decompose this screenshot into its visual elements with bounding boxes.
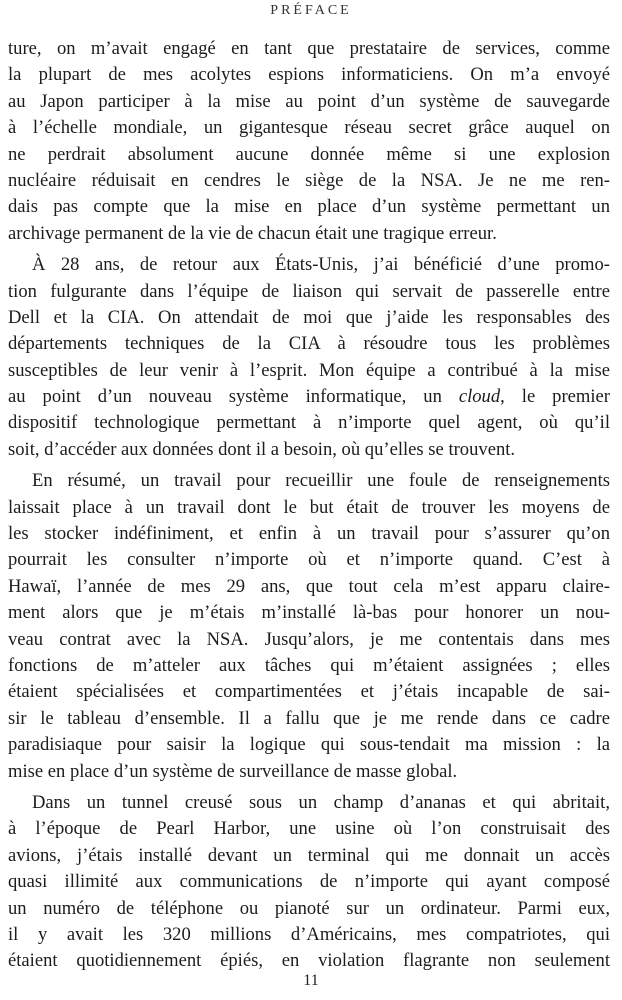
text-line: au Japon participer à la mise au point d’un système de sauvegarde [8,90,610,112]
text-line: fonctions de m’atteler aux tâches qui m’étaient assignées ; elles [8,654,610,676]
text-line: étaient quotidiennement épiés, en violation flagrante non seulement [8,950,610,972]
body-text [8,36,610,980]
text-line: au point d’un nouveau système informatique, un cloud, le premier [8,386,610,408]
text-line: ne perdrait absolument aucune donnée même si une explosion [8,143,610,165]
text-line: dais pas compte que la mise en place d’un système permettant un [8,196,610,218]
text-line: étaient spécialisées et compartimentées et j’étais incapable de sai- [8,681,610,703]
text-line: archivage permanent de la vie de chacun était une tragique erreur. [8,222,497,244]
text-line: Dans un tunnel creusé sous un champ d’ananas et qui abritait, [32,791,610,813]
text-line: avions, j’étais installé devant un terminal qui me donnait un accès [8,844,610,866]
text-line: susceptibles de leur venir à l’esprit. Mon équipe a contribué à la mise [8,359,610,381]
text-line: les stocker indéfiniment, et enfin à un travail pour s’assurer qu’on [8,523,610,545]
text-line: En résumé, un travail pour recueillir une foule de renseignements [32,470,610,492]
text-line: pourrait les consulter n’importe où et n’importe quand. C’est à [8,549,610,571]
text-line: mise en place d’un système de surveillance de masse global. [8,760,458,782]
text-line: veau contrat avec la NSA. Jusqu’alors, je me contentais dans mes [8,628,610,650]
paragraph-3 [8,468,610,785]
text-line: ment alors que je m’étais m’installé là-bas pour honorer un nou- [8,602,610,624]
text-line: paradisiaque pour saisir la logique qui sous-tendait ma mission : la [8,734,610,756]
emphasis-word: cloud [458,386,501,408]
paragraph-2 [8,252,610,463]
paragraph-4 [8,790,610,975]
text-line: soit, d’accéder aux données dont il a besoin, où qu’elles se trouvent. [8,438,516,460]
text-line: dispositif technologique permettant à n’importe quel agent, où qu’il [8,412,610,434]
text-line: Dell et la CIA. On attendait de moi que j’aide les responsables des [8,306,610,328]
text-line: À 28 ans, de retour aux États-Unis, j’ai bénéficié d’une promo- [32,254,610,276]
text-line: laissait place à un travail dont le but était de trouver les moyens de [8,496,610,518]
text-line: sir le tableau d’ensemble. Il a fallu que je me rende dans ce cadre [8,707,610,729]
text-line: ture, on m’avait engagé en tant que prestataire de services, comme [8,38,610,59]
text-line: il y avait les 320 millions d’Américains, mes compatriotes, qui [8,923,610,945]
text-line: départements techniques de la CIA à résoudre tous les problèmes [8,333,610,355]
text-line: nucléaire réduisait en cendres le siège de la NSA. Je ne me ren- [8,169,610,191]
text-line: un numéro de téléphone ou pianoté sur un ordinateur. Parmi eux, [8,897,610,919]
paragraph-1 [8,36,610,247]
page-number: 11 [303,972,319,989]
text-line: quasi illimité aux communications de n’importe qui ayant composé [8,871,610,893]
text-line: Hawaï, l’année de mes 29 ans, que tout cela m’est apparu claire- [8,575,610,597]
text-line: la plupart de mes acolytes espions informaticiens. On m’a envoyé [8,64,610,86]
text-line: à l’époque de Pearl Harbor, une usine où l’on construisait des [8,818,610,840]
running-header: PRÉFACE [270,3,352,18]
text-line: tion fulgurante dans l’équipe de liaison qui servait de passerelle entre [8,280,610,302]
text-line: à l’échelle mondiale, un gigantesque réseau secret grâce auquel on [8,117,610,139]
